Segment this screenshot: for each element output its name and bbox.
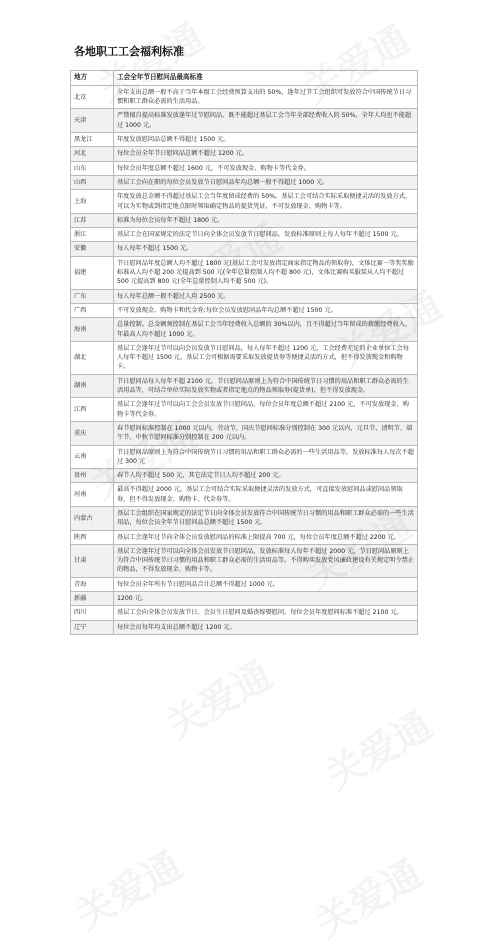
region-cell: 四川 bbox=[71, 606, 114, 620]
region-cell: 辽宁 bbox=[71, 620, 114, 634]
region-cell: 江西 bbox=[71, 398, 114, 422]
rule-cell: 春节人均不超过 500 元，其它法定节日人均不超过 200 元。 bbox=[114, 469, 418, 483]
rule-cell: 标准为每位会员每年不超过 1800 元。 bbox=[114, 213, 418, 227]
rule-cell: 每位会员年度总额不超过 1600 元，不可发放现金、购物卡等代金券。 bbox=[114, 161, 418, 175]
region-cell: 河北 bbox=[71, 147, 114, 161]
rule-cell: 每位会员全年节日慰问品总额不超过 1200 元。 bbox=[114, 147, 418, 161]
region-cell: 安徽 bbox=[71, 242, 114, 256]
rule-cell: 节日慰问品原则上为符合中国传统节日习惯的用品和职工群众必需的一些生活用品等，发放标准每人每次不超过 300 元 bbox=[114, 445, 418, 469]
table-row bbox=[71, 242, 418, 256]
rule-cell: 基层工会组织在国家规定的法定节日向全体会员发放符合中国传统节日习惯的用品和职工群众必需的一些生活用品，每位会员全年节日慰问品总额不超过 1500 元。 bbox=[114, 506, 418, 530]
welfare-standards-table bbox=[70, 70, 418, 635]
rule-cell: 全年支出总额一般不高于当年本级工会经费预算支出的 50%，逢年过节工会组织可发放符合中国传统节日习惯和职工群众必需的生活用品。 bbox=[114, 85, 418, 109]
rule-cell: 总量控制。总金额须控制在基层工会当年经费收入总额的 30%以内，且不得超过当年留成的拨缴经费收入，年最高人均不超过 1000 元。 bbox=[114, 318, 418, 342]
table-header-row bbox=[71, 71, 418, 86]
table-row bbox=[71, 620, 418, 634]
region-cell: 贵州 bbox=[71, 469, 114, 483]
table-row bbox=[71, 606, 418, 620]
table-row bbox=[71, 190, 418, 214]
table-row bbox=[71, 398, 418, 422]
table-row bbox=[71, 544, 418, 577]
table-row bbox=[71, 303, 418, 317]
rule-cell: 每人每年不超过 1500 元。 bbox=[114, 242, 418, 256]
rule-cell: 1200 元。 bbox=[114, 592, 418, 606]
table-row bbox=[71, 256, 418, 289]
region-cell: 广东 bbox=[71, 289, 114, 303]
table-row bbox=[71, 341, 418, 374]
header-rule: 工会全年节日慰问品最高标准 bbox=[114, 71, 418, 86]
table-row bbox=[71, 213, 418, 227]
table-row bbox=[71, 147, 418, 161]
region-cell: 天津 bbox=[71, 109, 114, 133]
region-cell: 湖南 bbox=[71, 374, 114, 398]
region-cell: 上海 bbox=[71, 190, 114, 214]
rule-cell: 基层工会逢年过节可以向全体会员发放节日慰问品，发放标准每人每年不超过 2000 元，节日慰问品原则上为符合中国传统节日习惯的用品和职工群众必需的生活用品等。不得购买发放党风廉政建设有关规定明令禁止的物品，不得发放现金、购物卡等。 bbox=[114, 544, 418, 577]
rule-cell: 节日慰问品每人每年不超 2100 元，节日慰问品原则上为符合中国传统节日习惯的用品和职工群众必需的生活用品等，可结合单位实际发放实物或者指定地点的物品领取券(提货单)，但不得发放现金。 bbox=[114, 374, 418, 398]
rule-cell: 最高不得超过 2000 元，基层工会可结合实际采取便捷灵活的发放方式，可直接发放慰问品或慰问品领取券，但不得发放现金、购物卡、代金券等。 bbox=[114, 483, 418, 507]
page-title: 各地职工工会福利标准 bbox=[74, 45, 184, 58]
table-row bbox=[71, 161, 418, 175]
rule-cell: 每人每年总额一般不超过人均 2500 元。 bbox=[114, 289, 418, 303]
region-cell: 山东 bbox=[71, 161, 114, 175]
table-row bbox=[71, 228, 418, 242]
region-cell: 云南 bbox=[71, 445, 114, 469]
table-row bbox=[71, 318, 418, 342]
watermark bbox=[314, 695, 440, 800]
region-cell: 福建 bbox=[71, 256, 114, 289]
region-cell: 广西 bbox=[71, 303, 114, 317]
watermark bbox=[304, 843, 430, 948]
rule-cell: 基层工会逢年过节向全体会员发放慰问品的标准上限提高 700 元，每位会员年度总额不超过 2200 元。 bbox=[114, 530, 418, 544]
region-cell: 内蒙古 bbox=[71, 506, 114, 530]
table-row bbox=[71, 592, 418, 606]
region-cell: 海南 bbox=[71, 318, 114, 342]
table-row bbox=[71, 421, 418, 445]
region-cell: 重庆 bbox=[71, 421, 114, 445]
region-cell: 陕西 bbox=[71, 530, 114, 544]
rule-cell: 不可发放现金、购物卡和代金券;每位会员发放慰问品年均总额不超过 1500 元。 bbox=[114, 303, 418, 317]
table-row bbox=[71, 133, 418, 147]
rule-cell: 基层工会向全体会员发放节日、会员生日慰问及婚丧嫁娶慰问，每位会员年度慰问标准不超过 2100 元。 bbox=[114, 606, 418, 620]
rule-cell: 基层工会逢年过节可以向会员发放节日慰问品，每人每年不超过 1200 元，工会经费充足的企业单位工会每人每年不超过 1500 元。基层工会可根据需要采取发放提货券等便捷灵活的方式，但不得发放现金和购物卡。 bbox=[114, 341, 418, 374]
table-row bbox=[71, 469, 418, 483]
region-cell: 新疆 bbox=[71, 592, 114, 606]
region-cell: 浙江 bbox=[71, 228, 114, 242]
region-cell: 甘肃 bbox=[71, 544, 114, 577]
rule-cell: 每位会员每年均支出总额不超过 1200 元。 bbox=[114, 620, 418, 634]
region-cell: 湖北 bbox=[71, 341, 114, 374]
rule-cell: 每位会员全年所有节日慰问品合计总额不得超过 1000 元。 bbox=[114, 577, 418, 591]
region-cell: 黑龙江 bbox=[71, 133, 114, 147]
rule-cell: 基层工会向在职的每位会员发放节日慰问品年均总额一般不得超过 1000 元。 bbox=[114, 175, 418, 189]
table-row bbox=[71, 577, 418, 591]
region-cell: 山西 bbox=[71, 175, 114, 189]
rule-cell: 春节慰问标准控制在 1000 元以内，劳动节、国庆节慰问标准分别控制在 300 元以内，元旦节、清明节、端午节、中秋节慰问标准分别控制在 200 元以内。 bbox=[114, 421, 418, 445]
table-row bbox=[71, 289, 418, 303]
rule-cell: 基层工会逢年过节可以向工会会员发放节日慰问品，每位会员年度总额不超过 2100 元，不可发放现金、购物卡等代金券。 bbox=[114, 398, 418, 422]
rule-cell: 节日慰问品年度总额人均不超过 1800 元(基层工会可发放指定商家指定物品的领取券)，文体比赛一等奖奖励标准从人均不超 200 元提高到 500 元(全年总量控制人均不超 800 元)，文体比赛购买服装从人均不超过 500 元提高到 800 元(全年总量控制人均不超 500 元)。 bbox=[114, 256, 418, 289]
table-row bbox=[71, 85, 418, 109]
table-row bbox=[71, 374, 418, 398]
table-row bbox=[71, 530, 418, 544]
rule-cell: 严禁擅自提高标准发放逢年过节慰问品，既不能超过基层工会当年全部经费收入的 50%，全年人均也不能超过 1000 元。 bbox=[114, 109, 418, 133]
region-cell: 河南 bbox=[71, 483, 114, 507]
table-row bbox=[71, 506, 418, 530]
rule-cell: 基层工会在国家规定的法定节日向全体会员发放节日慰问品，发放标准原则上每人每年不超过 1500 元。 bbox=[114, 228, 418, 242]
watermark bbox=[154, 645, 280, 750]
region-cell: 北京 bbox=[71, 85, 114, 109]
watermark bbox=[64, 835, 190, 940]
header-region: 地方 bbox=[71, 71, 114, 86]
region-cell: 青海 bbox=[71, 577, 114, 591]
table-row bbox=[71, 109, 418, 133]
region-cell: 江苏 bbox=[71, 213, 114, 227]
rule-cell: 年度发放慰问品总额不得超过 1500 元。 bbox=[114, 133, 418, 147]
table-row bbox=[71, 175, 418, 189]
table-row bbox=[71, 483, 418, 507]
table-row bbox=[71, 445, 418, 469]
rule-cell: 年度发放总金额不得超过基层工会当年度留成经费的 50%。基层工会可结合实际采取便捷灵活的发放方式，可以为实物或到指定地点限时领取确定物品的提货凭证，不可发放现金、购物卡等。 bbox=[114, 190, 418, 214]
